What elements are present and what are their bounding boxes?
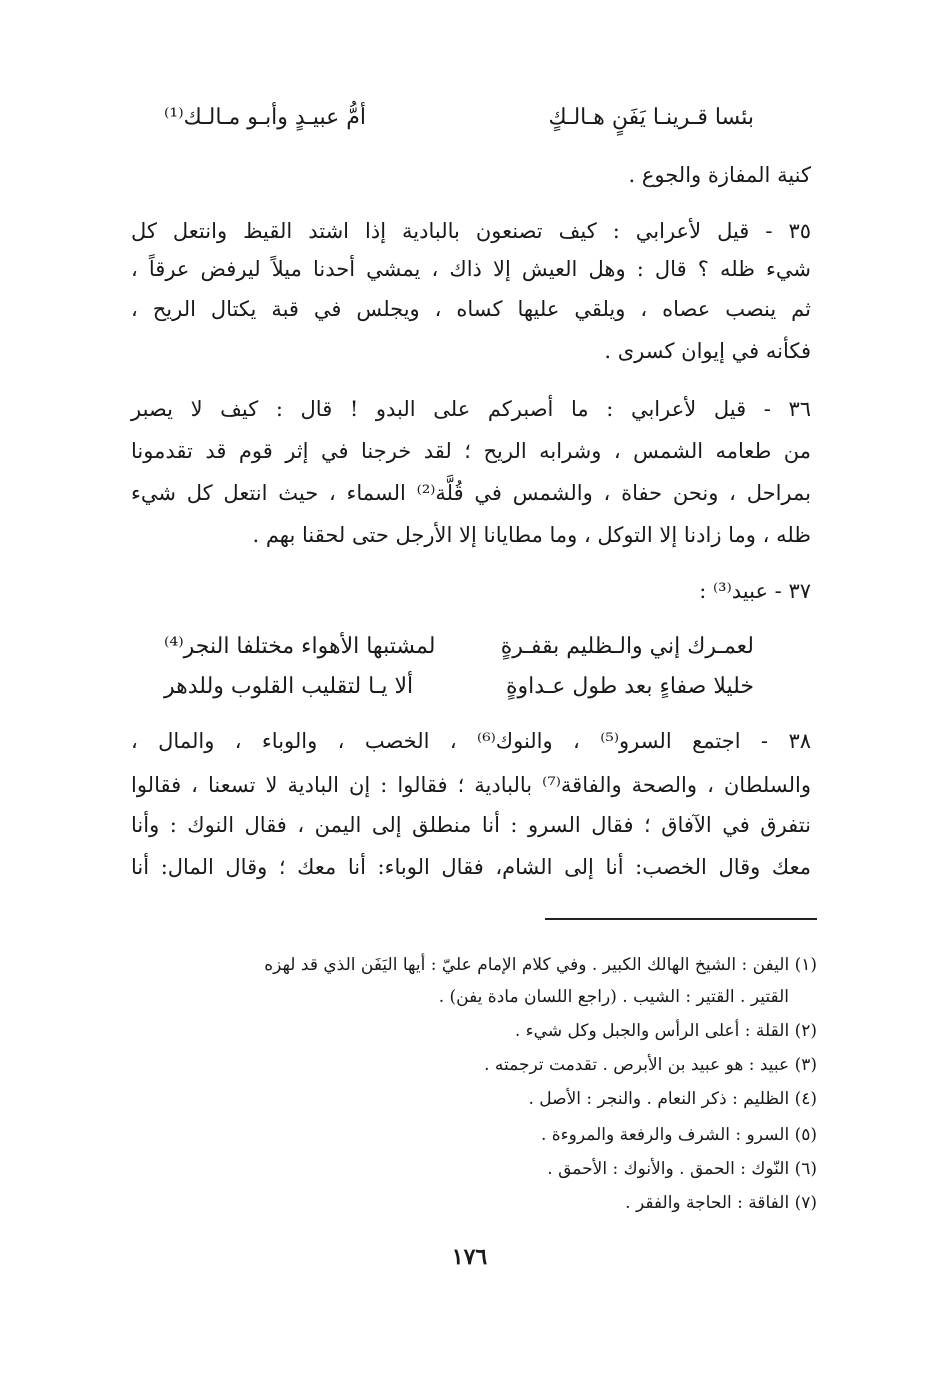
paragraph-37-heading: ٣٧ - عبيد⁽³⁾ : (699, 579, 811, 603)
footnote-6: (٦) النّوك : الحمق . والأنوك : الأحمق . (547, 1159, 817, 1179)
paragraph-35-line-1: ٣٥ - قيل لأعرابي : كيف تصنعون بالبادية إذا اشتد القيظ وانتعل كل (131, 219, 811, 243)
footnote-4: (٤) الظليم : ذكر النعام . والنجر : الأصل . (528, 1089, 817, 1109)
paragraph-38-line-2: والسلطان ، والصحة والفاقة⁽⁷⁾ بالبادية ؛ فقالوا : إن البادية لا تسعنا ، فقالوا (131, 773, 811, 797)
verse-hemistich-left: أمُّ عبيـدٍ وأبـو مـالـك⁽¹⁾ (164, 104, 367, 130)
paragraph-38-line-4: معك وقال الخصب: أنا إلى الشام، فقال الوباء: أنا معك ؛ وقال المال: أنا (131, 855, 811, 879)
verse-hemistich-left: ألا يـا لتقليب القلوب وللدهر (164, 673, 414, 699)
footnote-7: (٧) الفاقة : الحاجة والفقر . (625, 1193, 817, 1213)
footnote-5: (٥) السرو : الشرف والرفعة والمروءة . (540, 1125, 817, 1145)
text-line: كنية المفازة والجوع . (628, 163, 811, 187)
paragraph-38-line-3: نتفرق في الآفاق ؛ فقال السرو : أنا منطلق إلى اليمن ، فقال النوك : وأنا (131, 813, 811, 837)
verse-hemistich-right: لعمـرك إني والـظليم بقفـرةٍ (500, 633, 754, 659)
paragraph-36-line-2: من طعامه الشمس ، وشرابه الريح ؛ لقد خرجنا في إثر قوم قد تقدمونا (131, 439, 811, 463)
verse-line-3 (164, 664, 754, 708)
paragraph-35-line-4: فكأنه في إيوان كسرى . (604, 339, 811, 363)
verse-hemistich-right: خليلا صفاءٍ بعد طول عـداوةٍ (505, 673, 754, 699)
verse-hemistich-right: بئسا قـرينـا يَفَنٍ هـالـكٍ (548, 104, 754, 130)
paragraph-38-line-1: ٣٨ - اجتمع السرو⁽⁵⁾ ، والنوك⁽⁶⁾ ، الخصب ، والوباء ، والمال ، (131, 729, 811, 753)
footnote-3: (٣) عبيد : هو عبيد بن الأبرص . تقدمت ترجمته . (484, 1055, 817, 1075)
footnote-separator (545, 918, 817, 920)
paragraph-35-line-2: شيء ظله ؟ قال : وهل العيش إلا ذاك ، يمشي أحدنا ميلاً ليرفض عرقاً ، (131, 257, 811, 281)
footnote-1: (١) اليفن : الشيخ الهالك الكبير . وفي كلام الإمام عليّ : أيها اليَفَن الذي قد لهزه (264, 955, 817, 975)
paragraph-35-line-3: ثم ينصب عصاه ، ويلقي عليها كساه ، ويجلس في قبة يكتال الريح ، (131, 297, 811, 321)
footnote-1-continued: القتير . القتير : الشيب . (راجع اللسان مادة يفن) . (438, 987, 789, 1007)
paragraph-36-line-3: بمراحل ، ونحن حفاة ، والشمس في قُلَّة⁽²⁾ السماء ، حيث انتعل كل شيء (131, 481, 812, 505)
verse-hemistich-left: لمشتبها الأهواء مختلفا النجر⁽⁴⁾ (164, 633, 436, 659)
paragraph-36-line-4: ظله ، وما زادنا إلا التوكل ، وما مطايانا إلا الأرجل حتى لحقنا بهم . (252, 523, 811, 547)
verse-line-1 (164, 95, 754, 139)
verse-line-2 (164, 624, 754, 668)
paragraph-36-line-1: ٣٦ - قيل لأعرابي : ما أصبركم على البدو ! قال : كيف لا يصبر (131, 397, 811, 421)
page-number: ١٧٦ (451, 1244, 488, 1270)
footnote-2: (٢) القلة : أعلى الرأس والجبل وكل شيء . (514, 1021, 817, 1041)
